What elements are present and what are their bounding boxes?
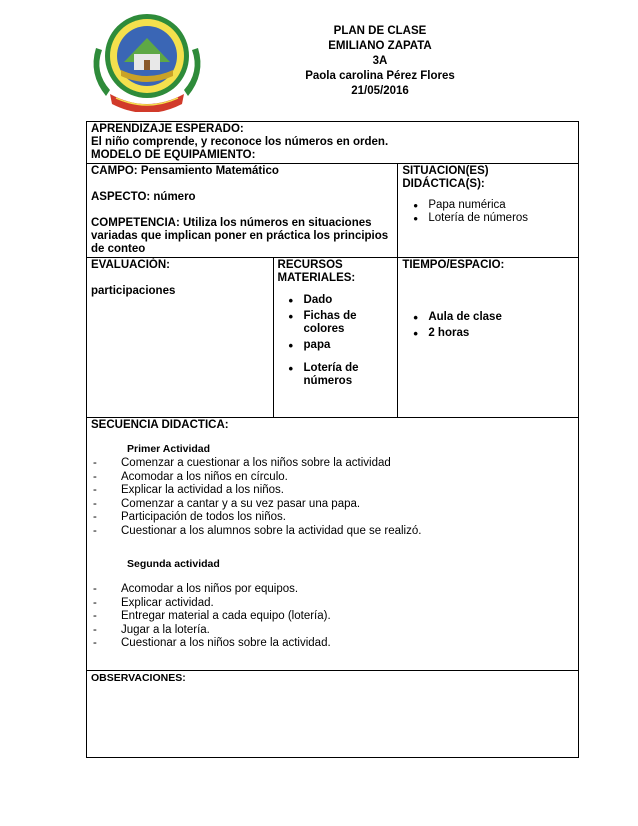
aspecto-text: ASPECTO: número xyxy=(91,191,196,203)
campo-cell xyxy=(87,164,398,258)
school-seal-icon xyxy=(88,10,206,112)
secuencia-cell xyxy=(87,418,579,671)
activity-2-step: - Explicar actividad. xyxy=(121,597,574,611)
situacion-item: • Papa numérica xyxy=(428,199,574,212)
lesson-plan-table xyxy=(86,121,579,758)
recurso-item: • Dado xyxy=(304,294,394,307)
aprendizaje-text: El niño comprende, y reconoce los números en orden. xyxy=(91,136,389,148)
activity-1-step: - Comenzar a cuestionar a los niños sobre la actividad xyxy=(121,457,574,471)
school-name: EMILIANO ZAPATA xyxy=(328,40,432,52)
activity-2-title: Segunda actividad xyxy=(127,558,220,570)
secuencia-label: SECUENCIA DIDACTICA: xyxy=(91,419,229,431)
situacion-item: • Lotería de números xyxy=(428,212,574,225)
recurso-item: • Lotería de números xyxy=(304,362,394,388)
plan-date: 21/05/2016 xyxy=(351,85,409,97)
activity-2-step: - Entregar material a cada equipo (lotería). xyxy=(121,610,574,624)
aprendizaje-cell xyxy=(87,122,579,164)
group-name: 3A xyxy=(372,55,388,67)
recursos-cell xyxy=(273,258,398,418)
observaciones-label: OBSERVACIONES: xyxy=(91,672,186,684)
evaluacion-cell xyxy=(87,258,274,418)
competencia-text: COMPETENCIA: Utiliza los números en situaciones variadas que implican poner en práctica los principios de conteo xyxy=(91,217,389,255)
tiempo-label: TIEMPO/ESPACIO: xyxy=(402,259,505,271)
situacion-label: SITUACION(ES) DIDÁCTICA(S): xyxy=(402,165,489,190)
activity-1-step: - Comenzar a cantar y a su vez pasar una papa. xyxy=(121,498,574,512)
activity-2-step: - Jugar a la lotería. xyxy=(121,624,574,638)
situacion-cell xyxy=(398,164,579,258)
activity-1-step: - Cuestionar a los alumnos sobre la actividad que se realizó. xyxy=(121,525,574,539)
recurso-item: • Fichas de colores xyxy=(304,310,394,336)
activity-1-title: Primer Actividad xyxy=(127,443,211,455)
tiempo-item: • Aula de clase xyxy=(428,311,574,324)
modelo-label: MODELO DE EQUIPAMIENTO: xyxy=(91,149,256,161)
campo-text: CAMPO: Pensamiento Matemático xyxy=(91,165,279,177)
recursos-label: RECURSOS MATERIALES: xyxy=(277,259,356,284)
observaciones-cell xyxy=(87,671,579,758)
recurso-item: • papa xyxy=(304,339,394,352)
activity-2-step: - Cuestionar a los niños sobre la actividad. xyxy=(121,637,574,651)
tiempo-item: • 2 horas xyxy=(428,327,574,340)
teacher-name: Paola carolina Pérez Flores xyxy=(305,70,455,82)
evaluacion-label: EVALUACIÓN: xyxy=(91,259,171,271)
evaluacion-text: participaciones xyxy=(91,285,176,297)
activity-1-step: - Participación de todos los niños. xyxy=(121,511,574,525)
activity-1-step: - Explicar la actividad a los niños. xyxy=(121,484,574,498)
tiempo-cell xyxy=(398,258,579,418)
activity-1-step: - Acomodar a los niños en círculo. xyxy=(121,471,574,485)
activity-2-step: - Acomodar a los niños por equipos. xyxy=(121,583,574,597)
plan-title: PLAN DE CLASE xyxy=(333,25,427,37)
document-header xyxy=(250,24,510,99)
aprendizaje-label: APRENDIZAJE ESPERADO: xyxy=(91,123,244,135)
